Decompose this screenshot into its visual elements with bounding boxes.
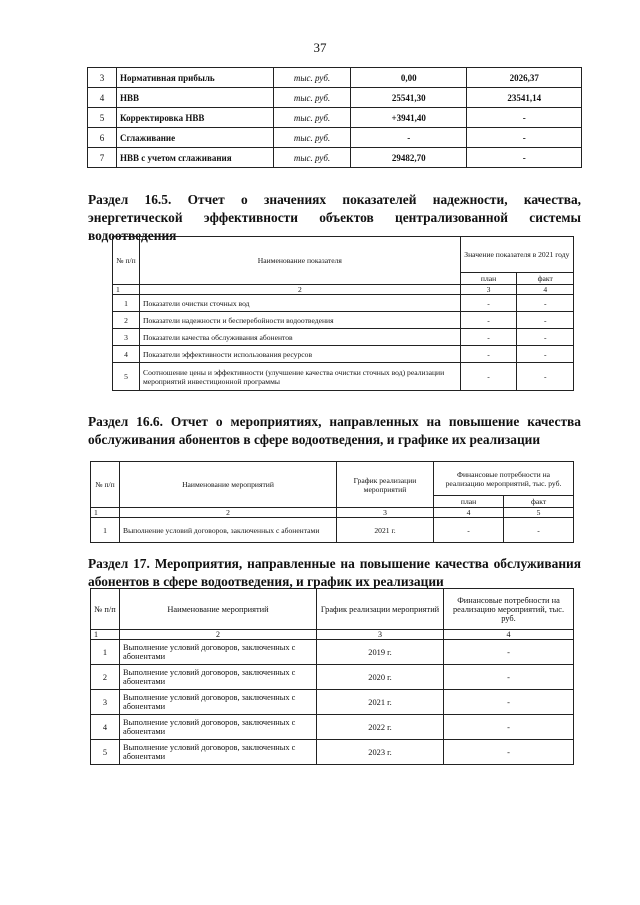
table-row <box>113 346 574 363</box>
table-row <box>91 640 574 665</box>
index-cell: 2 <box>120 508 337 518</box>
index-row <box>91 508 574 518</box>
row-number: 3 <box>91 690 120 715</box>
col-finance-header: Финансовые потребности на реализацию мероприятий, тыс. руб. <box>434 462 574 496</box>
col-value-header: Значение показателя в 2021 году <box>460 237 573 273</box>
row-number: 2 <box>91 665 120 690</box>
row-schedule: 2021 г. <box>337 518 434 543</box>
table-row <box>91 518 574 543</box>
col-schedule-header: График реализации мероприятий <box>337 462 434 508</box>
row-number: 3 <box>88 68 117 88</box>
row-finance: - <box>444 690 574 715</box>
index-cell: 3 <box>337 508 434 518</box>
col-fact-header: факт <box>504 496 574 508</box>
table-row <box>91 715 574 740</box>
row-number: 5 <box>91 740 120 765</box>
index-cell: 2 <box>120 630 317 640</box>
row-name: Показатели эффективности использования ресурсов <box>140 346 461 363</box>
row-value-1: 0,00 <box>351 68 467 88</box>
col-num-header: № п/п <box>91 589 120 630</box>
section-16-5-heading: Раздел 16.5. Отчет о значениях показателей надежности, качества, энергетической эффективности объектов централизованной системы водоотведения <box>88 192 581 243</box>
row-name: Показатели очистки сточных вод <box>140 295 461 312</box>
row-number: 2 <box>113 312 140 329</box>
row-number: 7 <box>88 148 117 168</box>
col-name-header: Наименование мероприятий <box>120 462 337 508</box>
row-fact: - <box>517 295 574 312</box>
row-label: Корректировка НВВ <box>117 108 274 128</box>
row-value-2: - <box>467 108 582 128</box>
row-number: 4 <box>88 88 117 108</box>
index-cell: 4 <box>517 285 574 295</box>
tariff-table <box>87 67 582 168</box>
col-fact-header: факт <box>517 273 574 285</box>
col-plan-header: план <box>434 496 504 508</box>
index-row <box>91 630 574 640</box>
row-fact: - <box>517 329 574 346</box>
row-schedule: 2023 г. <box>317 740 444 765</box>
indicators-table <box>112 236 574 391</box>
index-cell: 1 <box>91 508 120 518</box>
row-label: НВВ <box>117 88 274 108</box>
row-unit: тыс. руб. <box>274 88 351 108</box>
row-value-1: +3941,40 <box>351 108 467 128</box>
table-row <box>113 329 574 346</box>
row-plan: - <box>434 518 504 543</box>
table-row <box>88 68 582 88</box>
index-cell: 5 <box>504 508 574 518</box>
row-schedule: 2020 г. <box>317 665 444 690</box>
index-cell: 1 <box>91 630 120 640</box>
row-value-2: 23541,14 <box>467 88 582 108</box>
row-name: Выполнение условий договоров, заключенных с абонентами <box>120 665 317 690</box>
table-row <box>113 363 574 391</box>
page-number: 37 <box>313 40 327 55</box>
row-plan: - <box>460 346 517 363</box>
row-schedule: 2021 г. <box>317 690 444 715</box>
col-num-header: № п/п <box>91 462 120 508</box>
measures-report-table <box>90 461 574 543</box>
measures-schedule-table <box>90 588 574 765</box>
index-cell: 3 <box>317 630 444 640</box>
row-name: Соотношение цены и эффективности (улучшение качества очистки сточных вод) реализации мероприятий инвестиционной программы <box>140 363 461 391</box>
row-value-2: - <box>467 148 582 168</box>
row-unit: тыс. руб. <box>274 128 351 148</box>
index-cell: 4 <box>444 630 574 640</box>
index-row <box>113 285 574 295</box>
row-value-1: 25541,30 <box>351 88 467 108</box>
row-label: НВВ с учетом сглаживания <box>117 148 274 168</box>
row-name: Выполнение условий договоров, заключенных с абонентами <box>120 690 317 715</box>
index-cell: 4 <box>434 508 504 518</box>
row-number: 4 <box>113 346 140 363</box>
row-label: Нормативная прибыль <box>117 68 274 88</box>
table-row <box>91 740 574 765</box>
table-row <box>113 312 574 329</box>
row-number: 5 <box>88 108 117 128</box>
table-row <box>88 148 582 168</box>
row-number: 1 <box>91 640 120 665</box>
section-17-heading: Раздел 17. Мероприятия, направленные на повышение качества обслуживания абонентов в сфере водоотведения, и график их реализации <box>88 556 581 589</box>
index-cell: 2 <box>140 285 461 295</box>
row-name: Выполнение условий договоров, заключенных с абонентами <box>120 740 317 765</box>
row-finance: - <box>444 715 574 740</box>
row-name: Показатели надежности и бесперебойности водоотведения <box>140 312 461 329</box>
table-row <box>88 88 582 108</box>
section-16-6-heading: Раздел 16.6. Отчет о мероприятиях, направленных на повышение качества обслуживания абонентов в сфере водоотведения, и графике их реализации <box>88 414 581 447</box>
row-finance: - <box>444 640 574 665</box>
row-value-2: - <box>467 128 582 148</box>
row-fact: - <box>517 363 574 391</box>
row-unit: тыс. руб. <box>274 108 351 128</box>
row-number: 4 <box>91 715 120 740</box>
row-schedule: 2019 г. <box>317 640 444 665</box>
row-value-2: 2026,37 <box>467 68 582 88</box>
row-schedule: 2022 г. <box>317 715 444 740</box>
row-plan: - <box>460 312 517 329</box>
table-row <box>91 665 574 690</box>
row-value-1: - <box>351 128 467 148</box>
col-schedule-header: График реализации мероприятий <box>317 589 444 630</box>
row-unit: тыс. руб. <box>274 68 351 88</box>
index-cell: 3 <box>460 285 517 295</box>
row-name: Выполнение условий договоров, заключенных с абонентами <box>120 640 317 665</box>
row-value-1: 29482,70 <box>351 148 467 168</box>
row-unit: тыс. руб. <box>274 148 351 168</box>
row-plan: - <box>460 295 517 312</box>
row-fact: - <box>517 346 574 363</box>
row-number: 6 <box>88 128 117 148</box>
col-name-header: Наименование мероприятий <box>120 589 317 630</box>
index-cell: 1 <box>113 285 140 295</box>
table-row <box>88 128 582 148</box>
row-finance: - <box>444 665 574 690</box>
col-plan-header: план <box>460 273 517 285</box>
table-row <box>88 108 582 128</box>
row-finance: - <box>444 740 574 765</box>
row-name: Выполнение условий договоров, заключенных с абонентами <box>120 518 337 543</box>
row-plan: - <box>460 329 517 346</box>
col-name-header: Наименование показателя <box>140 237 461 285</box>
row-number: 1 <box>91 518 120 543</box>
row-fact: - <box>504 518 574 543</box>
table-row <box>91 690 574 715</box>
row-number: 5 <box>113 363 140 391</box>
table-row <box>113 295 574 312</box>
row-fact: - <box>517 312 574 329</box>
row-name: Показатели качества обслуживания абонентов <box>140 329 461 346</box>
col-finance-header: Финансовые потребности на реализацию мероприятий, тыс. руб. <box>444 589 574 630</box>
row-name: Выполнение условий договоров, заключенных с абонентами <box>120 715 317 740</box>
col-num-header: № п/п <box>113 237 140 285</box>
row-plan: - <box>460 363 517 391</box>
row-number: 3 <box>113 329 140 346</box>
row-label: Сглаживание <box>117 128 274 148</box>
row-number: 1 <box>113 295 140 312</box>
